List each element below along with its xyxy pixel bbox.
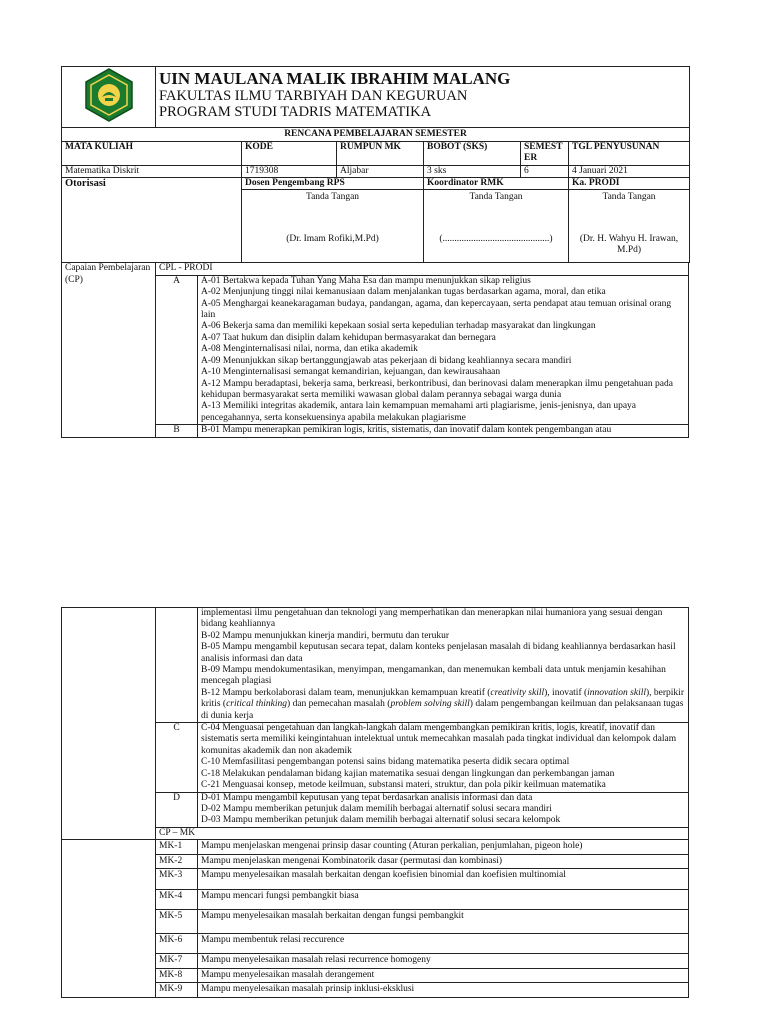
mk-text: Mampu menjelaskan mengenai prinsip dasar counting (Aturan perkalian, penjumlahan, pigeon hole) bbox=[198, 840, 689, 854]
col-tgl: TGL PENYUSUNAN bbox=[569, 141, 690, 165]
institution-cell bbox=[156, 67, 690, 128]
program-name: PROGRAM STUDI TADRIS MATEMATIKA bbox=[159, 104, 432, 120]
cpl-item: A-13 Memiliki integritas akademik, antara lain kemampuan memahami arti plagiarisme, jenis-jenisnya, dan upaya pencegahannya, serta konsekuensinya apabila melakukan plagiarisme bbox=[201, 401, 637, 423]
mk-code: MK-4 bbox=[156, 889, 198, 909]
university-seal-icon bbox=[81, 67, 137, 123]
cpl-item: D-01 Mampu mengambil keputusan yang tepat berdasarkan analisis informasi dan data bbox=[201, 792, 533, 803]
group-c-list bbox=[198, 723, 689, 792]
course-name: Matematika Diskrit bbox=[62, 165, 242, 177]
dosen-name: (Dr. Imam Rofiki,M.Pd) bbox=[286, 233, 379, 244]
mk-code: MK-9 bbox=[156, 983, 198, 997]
cpl-item: B-05 Mampu mengambil keputusan secara tepat, dalam konteks penjelasan masalah di bidang keahliannya berdasarkan hasil analisis informasi dan data bbox=[201, 642, 676, 664]
col-semester: SEMEST ER bbox=[521, 141, 569, 165]
mk-code: MK-8 bbox=[156, 968, 198, 982]
cpl-item: A-07 Taat hukum dan disiplin dalam kehidupan bermasyarakat dan bernegara bbox=[201, 332, 496, 343]
kaprodi-signature bbox=[569, 190, 690, 263]
cpl-item: A-06 Bekerja sama dan memiliki kepekaan sosial serta kepedulian terhadap masyarakat dan lingkungan bbox=[201, 321, 596, 332]
cpl-item: A-05 Menghargai keanekaragaman budaya, pandangan, agama, dan kepercayaan, serta pendapat atau temuan orisinal orang lain bbox=[201, 298, 672, 321]
koordinator-label: Koordinator RMK bbox=[424, 178, 569, 190]
cpl-item: D-02 Mampu memberikan petunjuk dalam memilih berbagai alternatif solusi secara mandiri bbox=[201, 803, 552, 814]
mk-code: MK-3 bbox=[156, 868, 198, 889]
cpl-item: C-04 Menguasai pengetahuan dan langkah-langkah dalam mengembangkan pemikiran kritis, logis, kreatif, inovatif dan sistematis serta memiliki keingintahuan intelektual untuk memecahkan masalah pada tingkat individual dan kelompok dalam komunitas akademik dan non akademik bbox=[201, 723, 677, 756]
cpl-item-b12: B-12 Mampu berkolaborasi dalam team, menunjukkan kemampuan kreatif (creativity skill), inovatif (innovation skill), berpikir kritis (critical thinking) dan pemecahan masalah (problem solving skill) dalam pengembangan keilmuan dan pelaksanaan tugas di dunia kerja bbox=[201, 687, 684, 721]
mk-code: MK-2 bbox=[156, 854, 198, 868]
mk-text: Mampu menyelesaikan masalah relasi recurrence homogeny bbox=[198, 953, 689, 968]
mk-text: Mampu menyelesaikan masalah derangement bbox=[198, 968, 689, 982]
faculty-name: FAKULTAS ILMU TARBIYAH DAN KEGURUAN bbox=[159, 88, 468, 104]
cp-label: Capaian Pembelajaran (CP) bbox=[62, 263, 156, 437]
cpl-item: B-02 Mampu menunjukkan kinerja mandiri, bermutu dan terukur bbox=[201, 630, 449, 641]
col-kode: KODE bbox=[242, 141, 337, 165]
group-a-label: A bbox=[156, 275, 198, 424]
cpmk-label: CP – MK bbox=[156, 827, 689, 839]
mk-text: Mampu menjelaskan mengenai Kombinatorik dasar (permutasi dan kombinasi) bbox=[198, 854, 689, 868]
dosen-ttd: Tanda Tangan bbox=[305, 192, 360, 203]
course-semester: 6 bbox=[521, 165, 569, 177]
cp-table-page2 bbox=[61, 607, 689, 840]
university-name: UIN MAULANA MALIK IBRAHIM MALANG bbox=[159, 69, 511, 88]
rps-header-table bbox=[61, 66, 690, 263]
cpl-item: A-01 Bertakwa kepada Tuhan Yang Maha Esa dan mampu menunjukkan sikap religius bbox=[201, 275, 531, 286]
kaprodi-label: Ka. PRODI bbox=[569, 178, 690, 190]
group-a-list bbox=[198, 275, 689, 424]
page-2 bbox=[61, 607, 689, 998]
mk-text: Mampu menyelesaikan masalah berkaitan dengan koefisien binomial dan koefisien multinomial bbox=[198, 868, 689, 889]
group-d-list bbox=[198, 792, 689, 827]
group-b-list bbox=[198, 608, 689, 723]
group-d-label: D bbox=[156, 792, 198, 827]
col-rumpun: RUMPUN MK bbox=[337, 141, 424, 165]
cpl-item: B-09 Mampu mendokumentasikan, menyimpan, mengamankan, dan menemukan kembali data untuk menjamin kesahihan mencegah plagiasi bbox=[201, 665, 666, 687]
dosen-label: Dosen Pengembang RPS bbox=[242, 178, 424, 190]
cpl-item: A-10 Menginternalisasi semangat kemandirian, kejuangan, dan kewirausahaan bbox=[201, 367, 501, 378]
otorisasi-label: Otorisasi bbox=[62, 178, 242, 263]
mk-table bbox=[61, 839, 689, 998]
page-1 bbox=[61, 66, 689, 438]
mk-code: MK-1 bbox=[156, 840, 198, 854]
cpl-item: D-03 Mampu memberikan petunjuk dalam memilih berbagai alternatif solusi secara kelompok bbox=[201, 815, 561, 826]
cpl-label: CPL - PRODI bbox=[156, 263, 689, 275]
dosen-signature bbox=[242, 190, 424, 263]
course-bobot: 3 sks bbox=[424, 165, 521, 177]
cpl-item: A-08 Menginternalisasi nilai, norma, dan etika akademik bbox=[201, 344, 418, 355]
mk-code: MK-7 bbox=[156, 953, 198, 968]
doc-title: RENCANA PEMBELAJARAN SEMESTER bbox=[62, 128, 690, 141]
mk-text: Mampu menyelesaikan masalah berkaitan dengan fungsi pembangkit bbox=[198, 909, 689, 933]
mk-text: Mampu membentuk relasi reccurence bbox=[198, 933, 689, 953]
cpl-item: C-10 Memfasilitasi pengembangan potensi sains bidang matematika peserta didik secara optimal bbox=[201, 757, 570, 768]
mk-text: Mampu menyelesaikan masalah prinsip inklusi-eksklusi bbox=[198, 983, 689, 997]
col-bobot: BOBOT (SKS) bbox=[424, 141, 521, 165]
koordinator-name: (.............................................) bbox=[439, 233, 553, 244]
koordinator-ttd: Tanda Tangan bbox=[469, 192, 523, 203]
mk-text: Mampu mencari fungsi pembangkit biasa bbox=[198, 889, 689, 909]
group-b-cont bbox=[156, 608, 198, 723]
course-rumpun: Aljabar bbox=[337, 165, 424, 177]
koordinator-signature bbox=[424, 190, 569, 263]
cpl-item: C-21 Menguasai konsep, metode keilmuan, substansi materi, struktur, dan pola pikir keilmuan matematika bbox=[201, 780, 606, 791]
col-mata-kuliah: MATA KULIAH bbox=[62, 141, 242, 165]
cpl-item: A-02 Menjunjung tinggi nilai kemanusiaan dalam menjalankan tugas berdasarkan agama, moral, dan etika bbox=[201, 287, 606, 298]
cpl-item: implementasi ilmu pengetahuan dan teknologi yang memperhatikan dan menerapkan nilai humaniora yang sesuai dengan bidang keahliannya bbox=[201, 608, 663, 630]
cpl-item: A-09 Menunjukkan sikap bertanggungjawab atas pekerjaan di bidang keahliannya secara mandiri bbox=[201, 355, 572, 366]
course-kode: 1719308 bbox=[242, 165, 337, 177]
cpl-item: A-12 Mampu beradaptasi, bekerja sama, berkreasi, berkontribusi, dan berinovasi dalam menerapkan ilmu pengetahuan pada kehidupan bermasyarakat serta memiliki wawasan global dalam perannya sebagai warga dunia bbox=[201, 378, 673, 400]
cp-table-page1 bbox=[61, 262, 689, 437]
group-b-first: B-01 Mampu menerapkan pemikiran logis, kritis, sistematis, dan inovatif dalam kontek pengembangan atau bbox=[198, 425, 689, 437]
course-tgl: 4 Januari 2021 bbox=[569, 165, 690, 177]
group-c-label: C bbox=[156, 723, 198, 792]
cp-label-cont bbox=[62, 608, 156, 840]
mk-code: MK-6 bbox=[156, 933, 198, 953]
mk-spacer bbox=[62, 840, 156, 998]
mk-code: MK-5 bbox=[156, 909, 198, 933]
kaprodi-ttd: Tanda Tangan bbox=[602, 192, 656, 203]
kaprodi-name: (Dr. H. Wahyu H. Irawan, M.Pd) bbox=[579, 233, 679, 256]
cpl-item: C-18 Melakukan pendalaman bidang kajian matematika sesuai dengan lingkungan dan perkembangan jaman bbox=[201, 768, 615, 779]
group-b-label: B bbox=[156, 425, 198, 437]
logo-cell bbox=[62, 67, 156, 128]
